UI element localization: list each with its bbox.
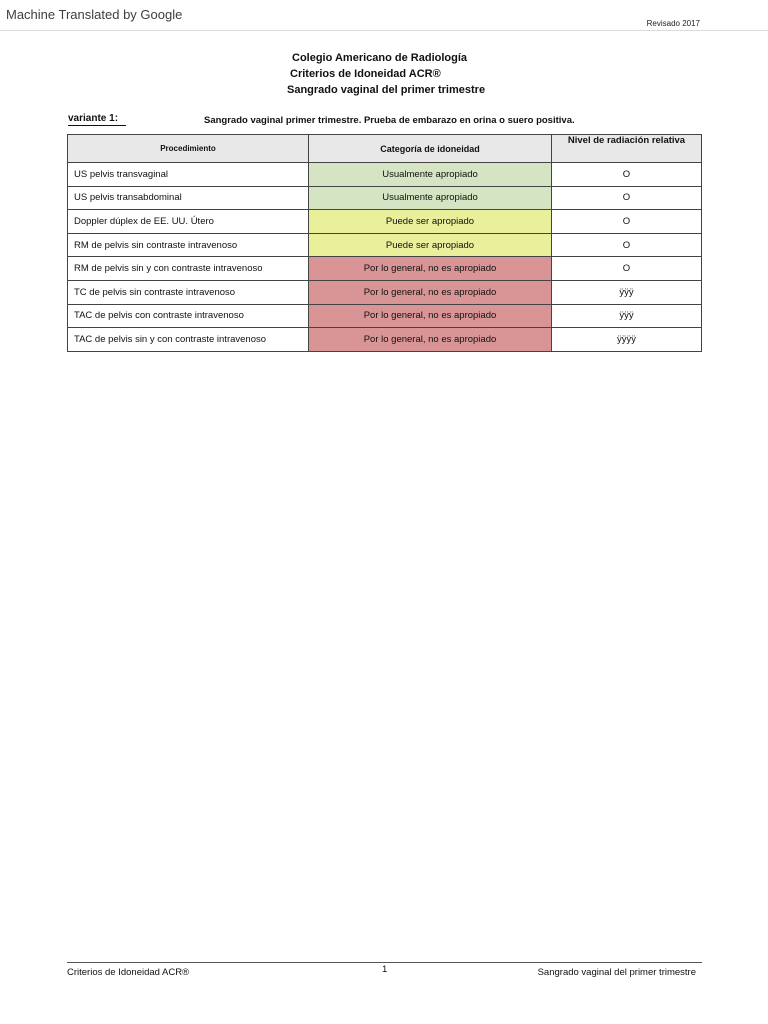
procedure-cell: TC de pelvis sin contraste intravenoso	[68, 280, 309, 304]
table-row	[68, 163, 702, 187]
radiation-cell: ÿÿÿÿ	[552, 328, 702, 352]
title-organization: Colegio Americano de Radiología	[292, 52, 468, 64]
radiation-cell: O	[552, 257, 702, 281]
radiation-cell: ÿÿÿ	[552, 304, 702, 328]
category-cell: Usualmente apropiado	[309, 186, 552, 210]
footer-right-text: Sangrado vaginal del primer trimestre	[537, 967, 696, 978]
revision-date: Revisado 2017	[646, 19, 700, 28]
header-radiation: Nivel de radiación relativa	[552, 135, 702, 163]
radiation-cell: O	[552, 186, 702, 210]
title-topic: Sangrado vaginal del primer trimestre	[287, 84, 486, 96]
category-cell: Por lo general, no es apropiado	[309, 304, 552, 328]
table-header-row	[68, 135, 702, 163]
title-criteria: Criterios de Idoneidad ACR®	[290, 68, 441, 80]
category-cell: Por lo general, no es apropiado	[309, 280, 552, 304]
radiation-cell: O	[552, 163, 702, 187]
translation-banner-label: Machine Translated by Google	[6, 7, 183, 22]
procedure-cell: RM de pelvis sin contraste intravenoso	[68, 233, 309, 257]
table-row	[68, 210, 702, 234]
radiation-cell: O	[552, 210, 702, 234]
radiation-cell: O	[552, 233, 702, 257]
procedure-cell: TAC de pelvis con contraste intravenoso	[68, 304, 309, 328]
table-row	[68, 328, 702, 352]
category-cell: Puede ser apropiado	[309, 233, 552, 257]
table-row	[68, 233, 702, 257]
table-row	[68, 304, 702, 328]
procedure-cell: Doppler dúplex de EE. UU. Útero	[68, 210, 309, 234]
radiation-cell: ÿÿÿ	[552, 280, 702, 304]
page-number: 1	[382, 964, 388, 975]
table-row	[68, 186, 702, 210]
footer-divider	[67, 962, 702, 963]
category-cell: Usualmente apropiado	[309, 163, 552, 187]
table-row	[68, 257, 702, 281]
table-row	[68, 280, 702, 304]
appropriateness-table	[67, 134, 702, 352]
category-cell: Por lo general, no es apropiado	[309, 257, 552, 281]
header-procedure: Procedimiento	[68, 135, 309, 163]
procedure-cell: US pelvis transabdominal	[68, 186, 309, 210]
category-cell: Puede ser apropiado	[309, 210, 552, 234]
category-cell: Por lo general, no es apropiado	[309, 328, 552, 352]
variant-description: Sangrado vaginal primer trimestre. Prueba de embarazo en orina o suero positiva.	[204, 115, 575, 126]
variant-label: variante 1:	[68, 113, 126, 126]
procedure-cell: TAC de pelvis sin y con contraste intravenoso	[68, 328, 309, 352]
footer-left-text: Criterios de Idoneidad ACR®	[67, 967, 190, 978]
procedure-cell: RM de pelvis sin y con contraste intravenoso	[68, 257, 309, 281]
header-category: Categoría de idoneidad	[309, 135, 552, 163]
procedure-cell: US pelvis transvaginal	[68, 163, 309, 187]
